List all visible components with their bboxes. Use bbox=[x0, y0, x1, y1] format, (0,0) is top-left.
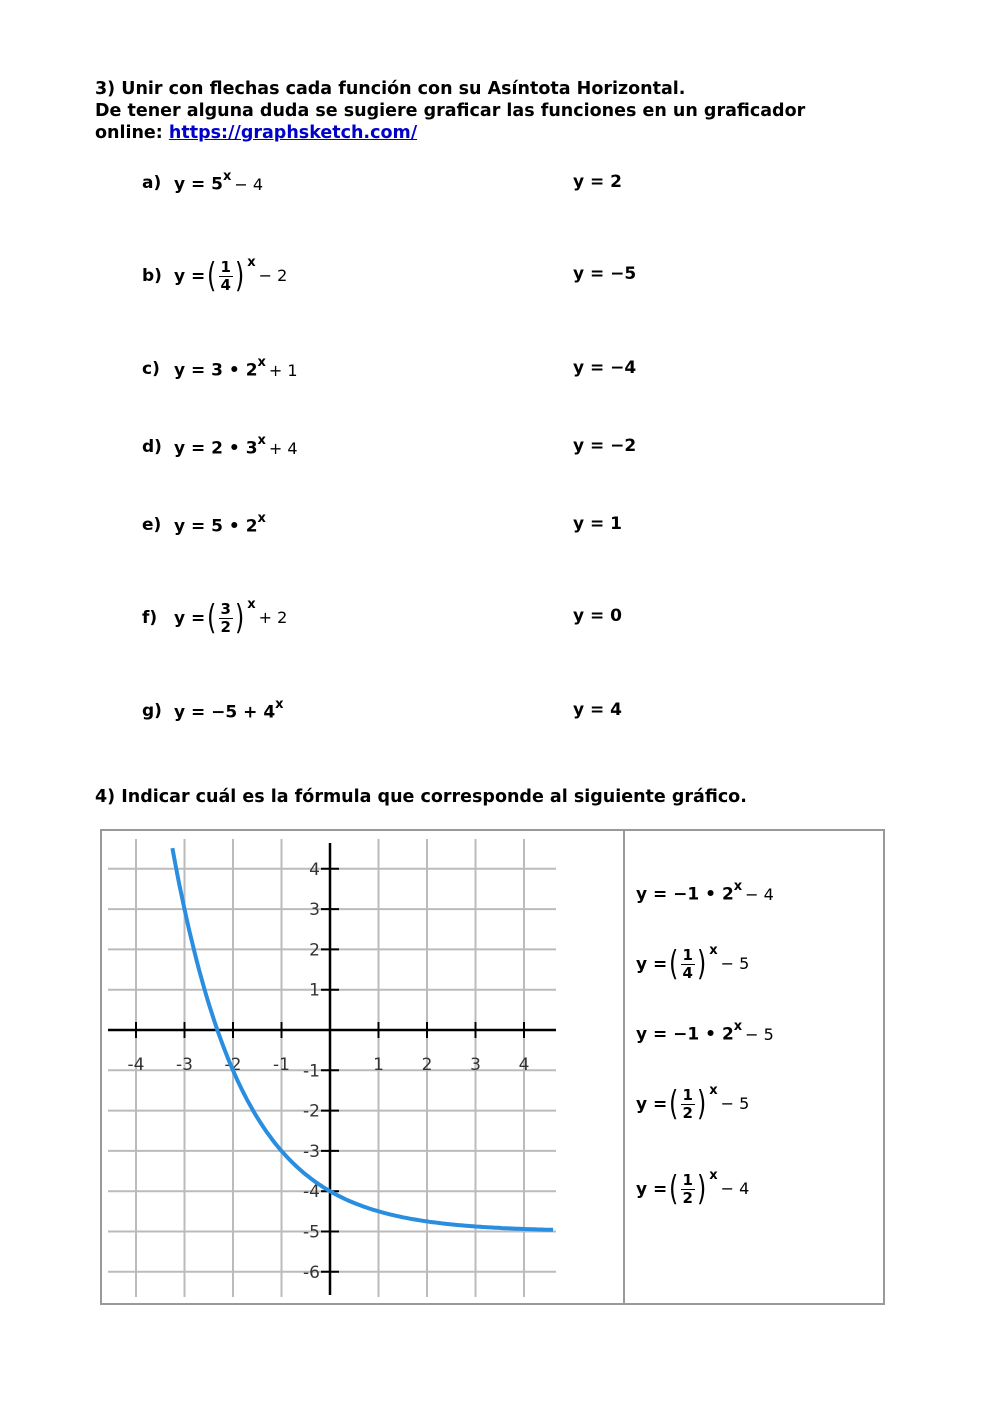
power-group bbox=[667, 942, 718, 984]
formula-tail: − 2 bbox=[258, 266, 288, 285]
exponent: x bbox=[275, 697, 284, 712]
x-tick-label: -3 bbox=[176, 1055, 193, 1075]
function-item bbox=[142, 248, 290, 304]
left-paren: ( bbox=[207, 597, 217, 638]
asymptote-item: y = −5 bbox=[573, 264, 637, 284]
right-paren: ) bbox=[696, 1083, 707, 1124]
section3-online-line bbox=[95, 122, 417, 144]
formula-option bbox=[636, 1019, 777, 1045]
left-paren: ( bbox=[207, 255, 217, 296]
numerator: 3 bbox=[220, 599, 231, 618]
y-tick-label: 4 bbox=[309, 859, 320, 880]
y-tick-label: -3 bbox=[303, 1141, 320, 1162]
fraction bbox=[681, 1172, 695, 1207]
formula-base: y = −5 + 4 bbox=[174, 702, 276, 723]
exponent: x bbox=[709, 1167, 718, 1183]
formula-option bbox=[636, 1161, 752, 1217]
y-tick-label: 3 bbox=[309, 900, 320, 921]
function-item bbox=[142, 355, 301, 381]
power-group bbox=[667, 1167, 718, 1209]
denominator: 2 bbox=[682, 1188, 693, 1207]
formula-base: y = −1 • 2 bbox=[636, 1024, 734, 1045]
asymptote-item: y = 2 bbox=[573, 172, 622, 192]
formula-tail: − 5 bbox=[720, 1094, 750, 1113]
denominator: 4 bbox=[220, 275, 231, 294]
asymptote-item: y = −4 bbox=[573, 358, 637, 378]
function-item bbox=[142, 697, 284, 723]
item-label: f) bbox=[142, 608, 158, 628]
exponent: x bbox=[223, 169, 232, 184]
right-paren: ) bbox=[696, 1168, 707, 1209]
formula-tail: + 4 bbox=[268, 438, 298, 458]
denominator: 2 bbox=[682, 1103, 693, 1122]
online-prefix: online: bbox=[95, 123, 169, 143]
x-tick-label: 4 bbox=[518, 1055, 530, 1075]
item-label: b) bbox=[142, 266, 162, 286]
item-label: e) bbox=[142, 515, 162, 536]
function-item bbox=[142, 511, 266, 537]
formula-prefix: y = bbox=[636, 954, 668, 974]
function-item bbox=[142, 433, 301, 459]
asymptote-item: y = 1 bbox=[573, 514, 622, 534]
formula-tail: − 5 bbox=[720, 954, 750, 973]
formula-option bbox=[636, 1076, 752, 1132]
section4-title: 4) Indicar cuál es la fórmula que corresponde al siguiente gráfico. bbox=[95, 787, 747, 807]
x-tick-label: -2 bbox=[224, 1055, 242, 1075]
formula-tail: − 4 bbox=[234, 174, 264, 194]
left-paren: ( bbox=[669, 1083, 679, 1124]
function-item bbox=[142, 169, 266, 195]
y-tick-label: -6 bbox=[303, 1262, 320, 1283]
exponent: x bbox=[733, 879, 743, 894]
item-label: c) bbox=[142, 359, 160, 380]
y-tick-label: -4 bbox=[303, 1182, 320, 1203]
formula-base: y = −1 • 2 bbox=[636, 884, 734, 905]
formula-tail: + 2 bbox=[258, 608, 288, 627]
formula-base: y = 2 • 3 bbox=[174, 438, 258, 459]
exponent: x bbox=[257, 433, 266, 448]
formula-prefix: y = bbox=[636, 1179, 668, 1199]
function-item bbox=[142, 590, 290, 646]
function-graph bbox=[102, 831, 622, 1303]
box-divider bbox=[623, 829, 625, 1305]
numerator: 1 bbox=[682, 1170, 693, 1189]
formula-tail: − 4 bbox=[745, 884, 774, 904]
function-curve bbox=[172, 848, 553, 1230]
formula-prefix: y = bbox=[636, 1094, 668, 1114]
x-tick-label: 3 bbox=[470, 1055, 481, 1075]
fraction bbox=[219, 259, 233, 294]
formula-base: y = 5 • 2 bbox=[174, 516, 258, 537]
fraction bbox=[681, 947, 695, 982]
exponent: x bbox=[257, 511, 266, 526]
right-paren: ) bbox=[696, 943, 707, 984]
denominator: 2 bbox=[220, 617, 231, 636]
exponent: x bbox=[709, 1082, 718, 1098]
fraction bbox=[219, 601, 233, 636]
denominator: 4 bbox=[682, 963, 693, 982]
exponent: x bbox=[247, 254, 256, 270]
formula-base: y = 5 bbox=[174, 174, 223, 195]
left-paren: ( bbox=[669, 1168, 679, 1209]
exponent: x bbox=[709, 942, 718, 958]
y-tick-label: -2 bbox=[303, 1101, 320, 1122]
exponent: x bbox=[257, 355, 266, 370]
power-group bbox=[205, 254, 256, 296]
graphsketch-link[interactable]: https://graphsketch.com/ bbox=[168, 123, 418, 143]
formula-tail: − 5 bbox=[745, 1024, 774, 1044]
formula-base: y = 3 • 2 bbox=[174, 360, 258, 381]
asymptote-item: y = −2 bbox=[573, 436, 637, 456]
y-tick-label: 2 bbox=[309, 940, 320, 961]
formula-prefix: y = bbox=[174, 608, 206, 628]
numerator: 1 bbox=[682, 945, 693, 964]
x-tick-label: -4 bbox=[127, 1055, 145, 1075]
y-tick-label: 1 bbox=[309, 980, 320, 1001]
x-tick-label: 1 bbox=[373, 1055, 384, 1075]
power-group bbox=[205, 596, 256, 638]
numerator: 1 bbox=[220, 257, 231, 276]
x-tick-label: 2 bbox=[421, 1055, 433, 1075]
item-label: a) bbox=[142, 173, 162, 194]
exponent: x bbox=[247, 596, 256, 612]
formula-option bbox=[636, 879, 777, 905]
formula-tail: + 1 bbox=[268, 360, 298, 380]
formula-prefix: y = bbox=[174, 266, 206, 286]
formula-tail: − 4 bbox=[720, 1179, 750, 1198]
right-paren: ) bbox=[234, 255, 245, 296]
power-group bbox=[667, 1082, 718, 1124]
asymptote-item: y = 0 bbox=[573, 606, 622, 626]
numerator: 1 bbox=[682, 1085, 693, 1104]
section3-instructions: De tener alguna duda se sugiere graficar las funciones en un graficador bbox=[95, 101, 806, 121]
right-paren: ) bbox=[234, 597, 245, 638]
exponent: x bbox=[733, 1019, 743, 1034]
item-label: d) bbox=[142, 437, 162, 458]
y-tick-label: -1 bbox=[303, 1061, 320, 1082]
formula-option bbox=[636, 936, 752, 992]
asymptote-item: y = 4 bbox=[573, 700, 622, 720]
left-paren: ( bbox=[669, 943, 679, 984]
item-label: g) bbox=[142, 701, 162, 722]
section3-title: 3) Unir con flechas cada función con su Asíntota Horizontal. bbox=[95, 79, 686, 99]
fraction bbox=[681, 1087, 695, 1122]
x-tick-label: -1 bbox=[273, 1055, 290, 1075]
y-tick-label: -5 bbox=[303, 1222, 320, 1243]
